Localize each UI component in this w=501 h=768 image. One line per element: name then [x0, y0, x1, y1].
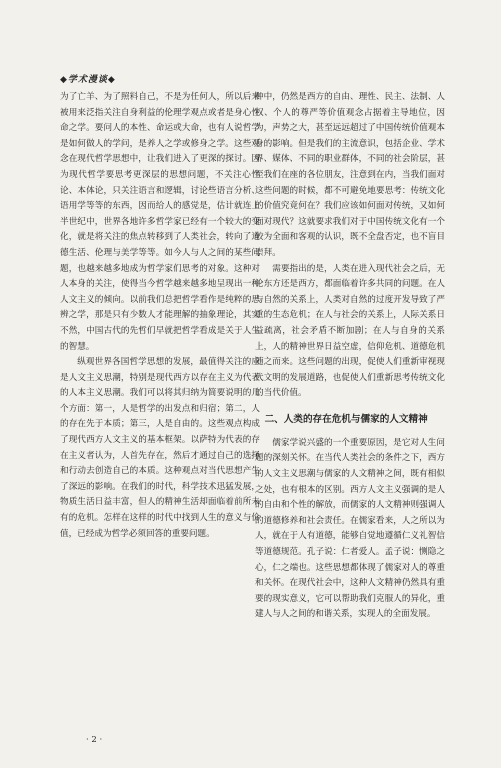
body-paragraph: 儒家学说兴盛的一个重要原因，是它对人生问题的深刻关怀。在当代人类社会的条件之下，西方的人文主义思潮与儒家的人文精神之间，既有相似之处，也有根本的区别。西方人文主义强调的是人的自由和个性的解放，而儒家的人文精神则强调人的道德修养和社会责任。在儒家看来，人之所以为人，就在于人有道德，能够自觉地遵循仁义礼智信等道德规范。孔子说：仁者爱人。孟子说：恻隐之心，仁之端也。这些思想都体现了儒家对人的尊重和关怀。在现代社会中，这种人文精神仍然具有重要的现实意义，它可以帮助我们克服人的异化，重建人与人之间的和谐关系，实现人的全面发展。 [255, 437, 445, 620]
right-text-column [255, 90, 445, 623]
section-heading: 二、人类的存在危机与儒家的人文精神 [264, 413, 428, 425]
body-paragraph: 需要指出的是，人类在进入现代社会之后，无论东方还是西方，都面临着许多共同的问题。在人与自然的关系上，人类对自然的过度开发导致了严重的生态危机；在人与社会的关系上，人际关系日益疏离，社会矛盾不断加剧；在人与自身的关系上，人的精神世界日益空虚，信仰危机、道德危机随之而来。这些问题的出现，促使人们重新审视现代文明的发展道路，也促使人们重新思考传统文化的当代价值。 [255, 263, 445, 399]
page-number: · 2 · [86, 735, 103, 745]
body-paragraph: 纵观世界各国哲学思想的发展，最值得关注的应是人文主义思潮，特别是现代西方以存在主义为代表的人本主义思潮。我们可以将其归纳为简要说明的几个方面：第一，人是哲学的出发点和归宿；第二，人的存在先于本质；第三，人是自由的。这些观点构成了现代西方人文主义的基本框架。以萨特为代表的存在主义者认为，人首先存在，然后才通过自己的选择和行动去创造自己的本质。这种观点对当代思想产生了深远的影响。在我们的时代，科学技术迅猛发展，物质生活日益丰富，但人的精神生活却面临着前所未有的危机。怎样在这样的时代中找到人生的意义与价值，已经成为哲学必须回答的重要问题。 [60, 357, 260, 539]
column-header: ◆学术漫谈◆ [60, 75, 116, 85]
left-text-column [60, 90, 260, 542]
body-paragraph: 为了亡羊、为了照料自己，不是为任何人，所以后来被用来泛指关注自身利益的伦理学观点或者是身心性命之学。要问人的本性、命运或大命，也有人说哲学是如何做人的学问，是养人之学或修身之学。这些观念在现代哲学思想中，让我们进入了更深的探讨。因为现代哲学要思考更深层的思想问题，不关注心性论、本体论，只关注语言和逻辑，讨论些语言分析、语用学等等的东西，因而给人的感觉是，估计就连上半世纪中，世界各地许多哲学家已经有一个较大的变化，就是将关注的焦点转移到了人类社会，转向了道德生活、伦理与美学等等。如今人与人之间的某些问题，也越来越多地成为哲学家们思考的对象。这种对人本身的关注，使得当今哲学越来越多地呈现出一种人文主义的倾向。以前我们总把哲学看作是纯粹的思辨之学，那是只有少数人才能理解的抽象理论，其实不然，中国古代的先哲们早就把哲学看成是关于人生的智慧。 [60, 92, 260, 352]
body-paragraph: 种中，仍然是西方的自由、理性、民主、法制、人权、个人的尊严等价值观念占据着主导地位，因为，声势之大，甚至远远超过了中国传统价值观本身的影响。但是我们的主流意识，包括企业、学术界、媒体、不同的职业群体，不同的社会阶层，甚至我们在座的各位朋友，注意到在内，当我们面对这些问题的时候，都不可避免地要思考：传统文化的价值究竟何在？我们应该如何面对传统，又如何面对现代？这就要求我们对于中国传统文化有一个较为全面和客观的认识，既不全盘否定，也不盲目崇拜。 [255, 92, 445, 258]
